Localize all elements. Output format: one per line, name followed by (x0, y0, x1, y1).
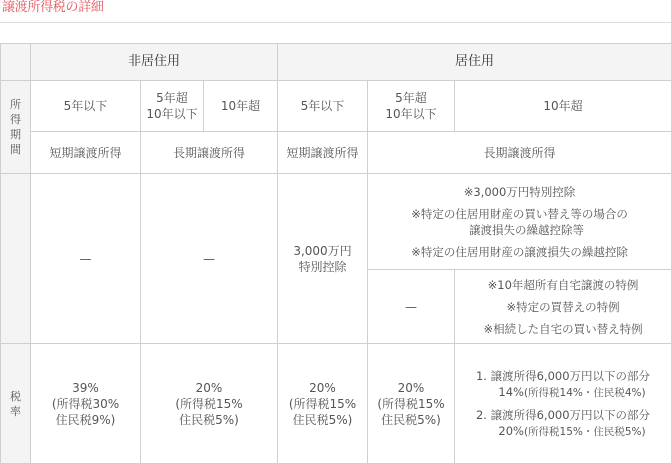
income-type-r-short: 短期譲渡所得 (278, 132, 368, 174)
rate-bracket-detail: (所得税14%・住民税4%) (524, 387, 646, 399)
deduction-r-long-notes (368, 174, 671, 270)
rate-line: 住民税9%) (34, 412, 137, 428)
rate-bracket-rate: 14% (498, 385, 524, 399)
deduction-r-10-over-notes (455, 270, 671, 344)
row-label-period-char: 期 (1, 127, 30, 142)
rate-line: 20% (281, 380, 364, 396)
deduction-line: 3,000万円 (281, 243, 364, 259)
period-nr-5-under: 5年以下 (31, 81, 141, 132)
deduction-note: ※相続した自宅の買い替え特例 (458, 321, 668, 337)
rate-line: 39% (34, 380, 137, 396)
row-label-period (1, 81, 31, 174)
rate-line: 住民税5%) (144, 412, 274, 428)
rate-bracket-label: 1. 譲渡所得6,000万円以下の部分 (458, 368, 668, 384)
rate-nr-long (141, 344, 278, 464)
income-type-nr-long: 長期譲渡所得 (141, 132, 278, 174)
rate-r-10-over (455, 344, 671, 464)
deduction-note: 譲渡損失の繰越控除等 (371, 222, 668, 238)
group-header-non-residential: 非居住用 (31, 44, 278, 81)
rate-line: 20% (371, 380, 451, 396)
deduction-note: ※特定の買替えの特例 (458, 299, 668, 315)
income-type-r-long: 長期譲渡所得 (368, 132, 671, 174)
row-label-deductions-blank (1, 174, 31, 344)
deduction-note: ※3,000万円特別控除 (371, 184, 668, 200)
rate-line: 住民税5%) (371, 412, 451, 428)
rate-line: 住民税5%) (281, 412, 364, 428)
income-type-nr-short: 短期譲渡所得 (31, 132, 141, 174)
row-label-period-char: 得 (1, 112, 30, 127)
corner-cell (1, 44, 31, 81)
deduction-note: ※特定の住居用財産の譲渡損失の繰越控除 (371, 244, 668, 260)
period-nr-10-over: 10年超 (204, 81, 278, 132)
rate-r-5-10 (368, 344, 455, 464)
row-label-rate-char: 税 (1, 389, 30, 404)
rate-r-short (278, 344, 368, 464)
title-divider (0, 22, 671, 23)
row-label-rate-char: 率 (1, 404, 30, 419)
rate-line: (所得税30% (34, 396, 137, 412)
period-r-5-under: 5年以下 (278, 81, 368, 132)
period-line: 5年超 (144, 90, 200, 106)
row-label-period-char: 所 (1, 97, 30, 112)
rate-bracket-value (458, 423, 668, 440)
period-r-10-over: 10年超 (455, 81, 671, 132)
group-header-residential: 居住用 (278, 44, 671, 81)
period-r-5-10 (368, 81, 455, 132)
rate-bracket-value (458, 384, 668, 401)
rate-line: (所得税15% (371, 396, 451, 412)
rate-line: 20% (144, 380, 274, 396)
rate-bracket-rate: 20% (498, 424, 524, 438)
row-label-period-char: 間 (1, 142, 30, 157)
row-label-rate (1, 344, 31, 464)
period-line: 10年以下 (144, 106, 200, 122)
period-line: 5年超 (371, 90, 451, 106)
rate-line: (所得税15% (281, 396, 364, 412)
tax-details-table (0, 43, 671, 464)
rate-nr-short (31, 344, 141, 464)
deduction-r-short (278, 174, 368, 344)
rate-bracket-detail: (所得税15%・住民税5%) (524, 426, 646, 438)
period-line: 10年以下 (371, 106, 451, 122)
deduction-note: ※特定の住居用財産の買い替え等の場合の (371, 206, 668, 222)
deduction-r-5-10: — (368, 270, 455, 344)
period-nr-5-10 (141, 81, 204, 132)
deduction-note: ※10年超所有自宅譲渡の特例 (458, 277, 668, 293)
rate-bracket-label: 2. 譲渡所得6,000万円以下の部分 (458, 407, 668, 423)
page-title: 譲渡所得税の詳細 (2, 0, 104, 16)
deduction-nr-short: — (31, 174, 141, 344)
rate-line: (所得税15% (144, 396, 274, 412)
deduction-nr-long: — (141, 174, 278, 344)
deduction-line: 特別控除 (281, 259, 364, 275)
